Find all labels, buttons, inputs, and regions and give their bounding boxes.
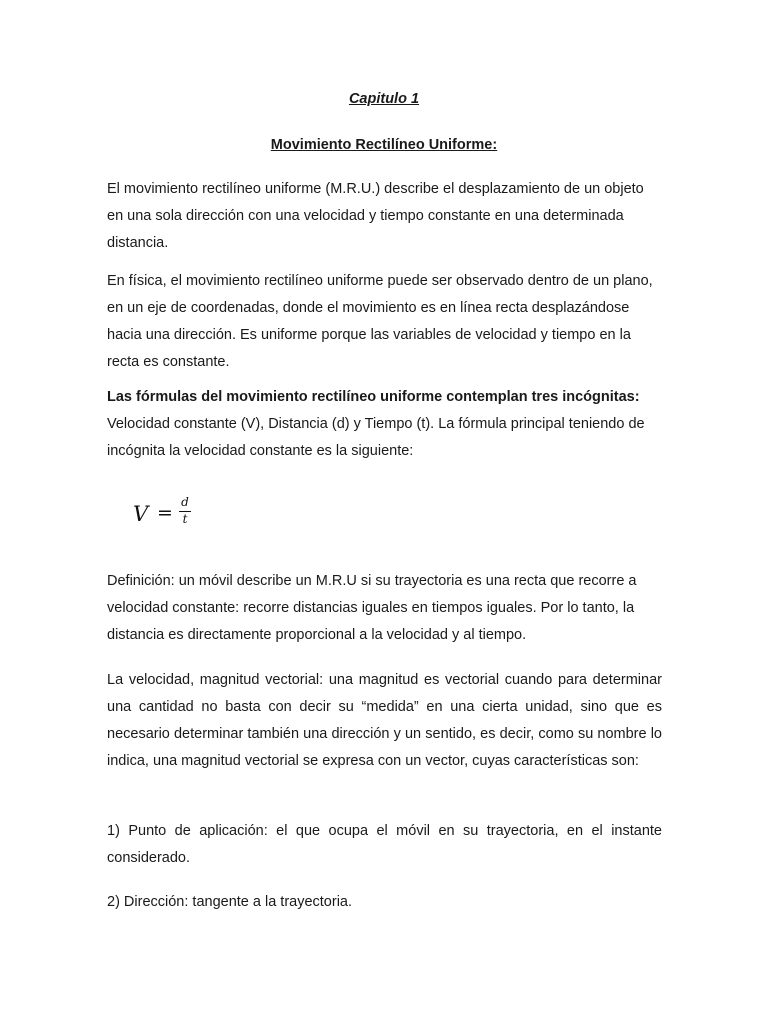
paragraph-physics: En física, el movimiento rectilíneo uniforme puede ser observado dentro de un plano, en un eje de coordenadas, donde el movimiento es en línea recta desplazándose hacia una dirección. Es uniforme porque las variables de velocidad y tiempo en la recta es constante.: [107, 273, 653, 370]
paragraph-velocity-vector: La velocidad, magnitud vectorial: una magnitud es vectorial cuando para determinar una cantidad no basta con decir su “medida” en una cierta unidad, sino que es necesario determinar también una dirección y un sentido, es decir, como su nombre lo indica, una magnitud vectorial se expresa con un vector, cuyas características son:: [107, 672, 662, 769]
formulas-text: Velocidad constante (V), Distancia (d) y Tiempo (t). La fórmula principal teniendo de incógnita la velocidad constante es la siguiente:: [107, 416, 645, 459]
formula-numerator: d: [181, 495, 189, 509]
section-title: Movimiento Rectilíneo Uniforme:: [270, 137, 498, 153]
chapter-title: Capitulo 1: [348, 91, 420, 107]
paragraph-definition: Definición: un móvil describe un M.R.U si su trayectoria es una recta que recorre a velocidad constante: recorre distancias iguales en tiempos iguales. Por lo tanto, la distancia es directamente proporcional a la velocidad y al tiempo.: [107, 573, 637, 643]
formula-fraction: [179, 496, 191, 526]
formula-equals-sign: =: [157, 502, 173, 524]
paragraph-direction: 2) Dirección: tangente a la trayectoria.: [107, 894, 353, 910]
paragraph-intro: El movimiento rectilíneo uniforme (M.R.U.) describe el desplazamiento de un objeto en una sola dirección con una velocidad y tiempo constante en una determinada distancia.: [107, 181, 644, 251]
formula-velocity-symbol: V: [133, 502, 149, 526]
formulas-heading: Las fórmulas del movimiento rectilíneo uniforme contemplan tres incógnitas:: [107, 389, 640, 405]
formula-denominator: t: [182, 512, 188, 526]
paragraph-formulas: [107, 384, 662, 465]
velocity-formula: [133, 496, 213, 536]
paragraph-point-of-application: 1) Punto de aplicación: el que ocupa el móvil en su trayectoria, en el instante considerado.: [107, 823, 662, 866]
